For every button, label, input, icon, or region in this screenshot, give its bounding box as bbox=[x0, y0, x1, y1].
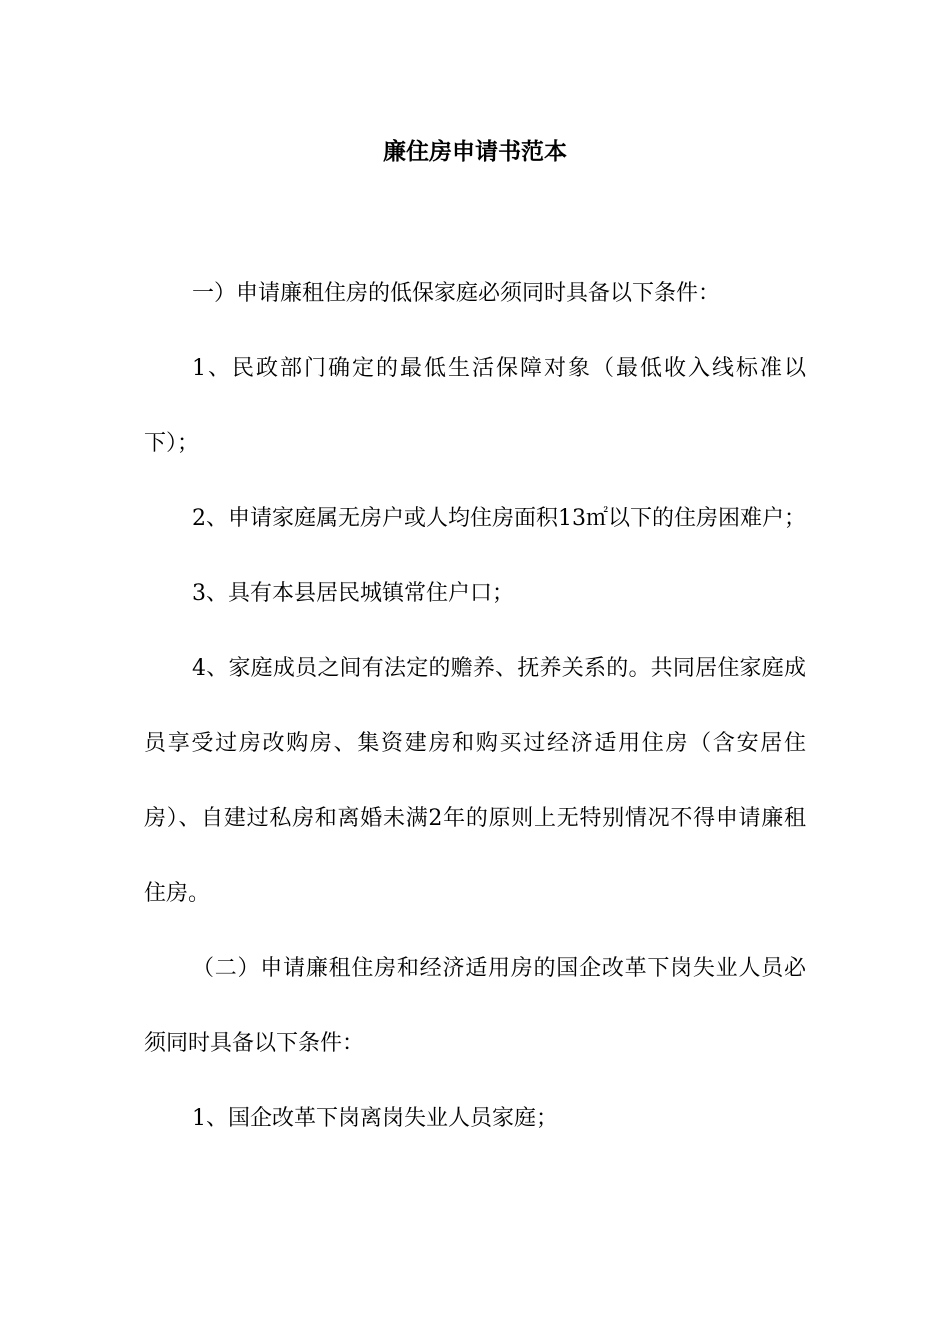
paragraph-condition-1: 1、民政部门确定的最低生活保障对象（最低收入线标准以下）； bbox=[144, 356, 806, 456]
paragraph-condition-4: 4、家庭成员之间有法定的赡养、抚养关系的。共同居住家庭成员享受过房改购房、集资建房和购买过经济适用住房（含安居住房）、自建过私房和离婚未满2年的原则上无特别情况不得申请廉租住房。 bbox=[144, 656, 806, 906]
paragraph-section-2-heading: （二）申请廉租住房和经济适用房的国企改革下岗失业人员必须同时具备以下条件： bbox=[144, 956, 806, 1056]
paragraph-condition-3: 3、具有本县居民城镇常住户口； bbox=[192, 581, 514, 606]
paragraph-section-2-condition-1: 1、国企改革下岗离岗失业人员家庭； bbox=[192, 1106, 558, 1131]
paragraph-conditions-heading: 一）申请廉租住房的低保家庭必须同时具备以下条件： bbox=[192, 281, 721, 306]
document-body bbox=[144, 256, 806, 1156]
paragraph-condition-2: 2、申请家庭属无房户或人均住房面积13㎡以下的住房困难户； bbox=[192, 506, 806, 531]
document-title: 廉住房申请书范本 bbox=[383, 139, 567, 165]
